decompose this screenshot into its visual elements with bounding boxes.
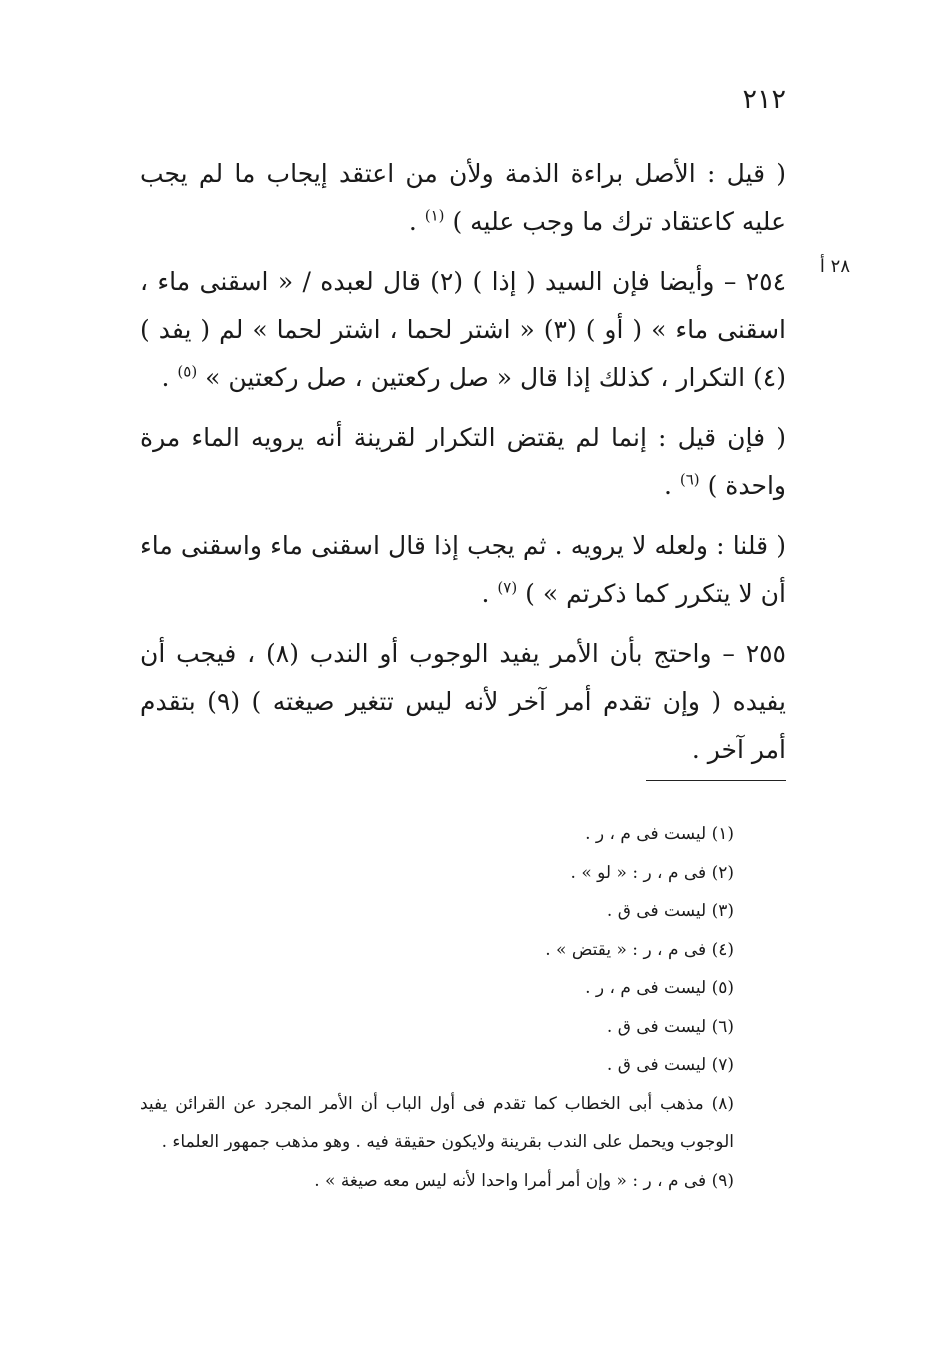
paragraph-end: . bbox=[408, 207, 425, 236]
paragraph-255 bbox=[140, 630, 786, 774]
paragraph-text: ٢٥٥ – واحتج بأن الأمر يفيد الوجوب أو الندب (٨) ، فيجب أن يفيده ( وإن تقدم أمر آخر لأنه ليس تتغير صيغته ) (٩) بتقدم أمر آخر bbox=[140, 639, 786, 764]
footnote-3: (٣) ليست فى ق . bbox=[606, 901, 734, 921]
paragraph-text: ( قلنا : ولعله لا يرويه . ثم يجب إذا قال اسقنى ماء واسقنى ماء أن لا يتكرر كما ذكرتم » ) bbox=[140, 531, 786, 608]
paragraph-text: ( فإن قيل : إنما لم يقتض التكرار لقرينة أنه يرويه الماء مرة واحدة ) bbox=[140, 423, 786, 500]
footnote-4: (٤) فى م ، ر : « يقتض » . bbox=[545, 939, 734, 960]
main-text bbox=[140, 150, 786, 786]
folio-margin-note: ٢٨ أ bbox=[819, 256, 850, 277]
footnote-2: (٢) فى م ، ر : « لو » . bbox=[570, 862, 734, 883]
footnote-9: (٩) فى م ، ر : « وإن أمر أمرا واحدا لأنه ليس معه صيغة » . bbox=[314, 1170, 734, 1191]
paragraph-end: . bbox=[691, 735, 708, 764]
footnote-8: (٨) مذهب أبى الخطاب كما تقدم فى أول الباب أن الأمر المجرد عن القرائن يفيد الوجوب ويحمل على الندب بقرينة ولايكون حقيقة فيه . وهو مذهب جمهور العلماء . bbox=[140, 1093, 734, 1152]
footnote-separator bbox=[646, 780, 786, 781]
page-number: ٢١٢ bbox=[742, 84, 786, 115]
footnote-ref: (٦) bbox=[679, 470, 700, 489]
footnote-1: (١) ليست فى م ، ر . bbox=[585, 824, 734, 844]
paragraph-end: . bbox=[663, 471, 680, 500]
footnote-ref: (٧) bbox=[497, 578, 518, 597]
paragraph-objection-2 bbox=[140, 414, 786, 510]
paragraph-text: ( قيل : الأصل براءة الذمة ولأن من اعتقد إيجاب ما لم يجب عليه كاعتقاد ترك ما وجب عليه ) bbox=[140, 159, 786, 236]
paragraph-text: ٢٥٤ – وأيضا فإن السيد ( إذا ) (٢) قال لعبده / « اسقنى ماء ، اسقنى ماء » ( أو ) (٣) « اشتر لحما ، اشتر لحما » لم ( يفد ) (٤) التكرار ، كذلك إذا قال « صل ركعتين ، صل ركعتين » bbox=[140, 267, 787, 392]
paragraph-objection-1 bbox=[140, 150, 786, 246]
footnote-7: (٧) ليست فى ق . bbox=[606, 1055, 734, 1075]
paragraph-end: . bbox=[481, 579, 498, 608]
footnote-ref: (١) bbox=[424, 206, 445, 225]
footnotes bbox=[140, 815, 786, 1200]
footnote-ref: (٥) bbox=[177, 362, 198, 381]
paragraph-end: . bbox=[161, 363, 178, 392]
footnote-5: (٥) ليست فى م ، ر . bbox=[585, 978, 734, 998]
paragraph-254 bbox=[140, 258, 786, 402]
footnote-6: (٦) ليست فى ق . bbox=[606, 1016, 734, 1037]
paragraph-reply bbox=[140, 522, 786, 618]
